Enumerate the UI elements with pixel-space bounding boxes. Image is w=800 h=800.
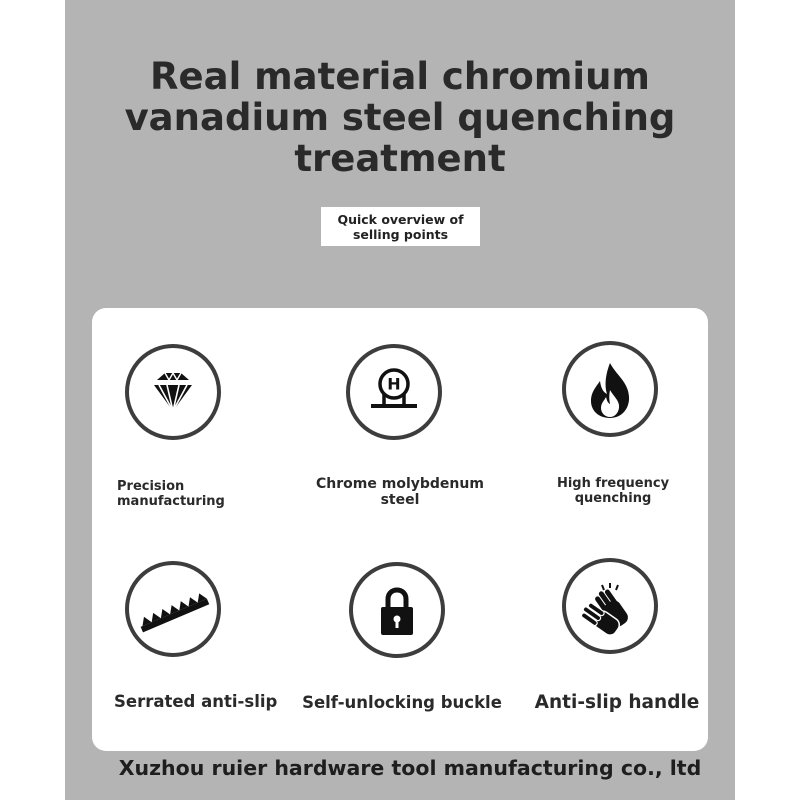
flame-icon <box>562 341 658 437</box>
serrated-teeth-icon <box>125 561 221 657</box>
feature-label-serrated: Serrated anti-slip <box>114 692 278 711</box>
feature-label-buckle: Self-unlocking buckle <box>302 693 502 712</box>
company-name: Xuzhou ruier hardware tool manufacturing co., ltd <box>118 756 702 780</box>
feature-label-precision: Precision manufacturing <box>117 479 225 509</box>
features-card <box>92 308 708 751</box>
feature-label-chrome-steel: Chrome molybdenum steel <box>316 476 484 508</box>
subtitle-badge: Quick overview of selling points <box>321 207 480 246</box>
feature-label-quenching: High frequency quenching <box>556 476 670 506</box>
svg-text:H: H <box>387 374 401 394</box>
padlock-icon <box>349 562 445 658</box>
heat-h-icon <box>346 344 442 440</box>
feature-label-handle: Anti-slip handle <box>534 692 700 713</box>
page-title: Real material chromium vanadium steel quenching treatment <box>124 55 676 180</box>
clapping-hands-icon <box>562 558 658 654</box>
diamond-icon <box>125 344 221 440</box>
